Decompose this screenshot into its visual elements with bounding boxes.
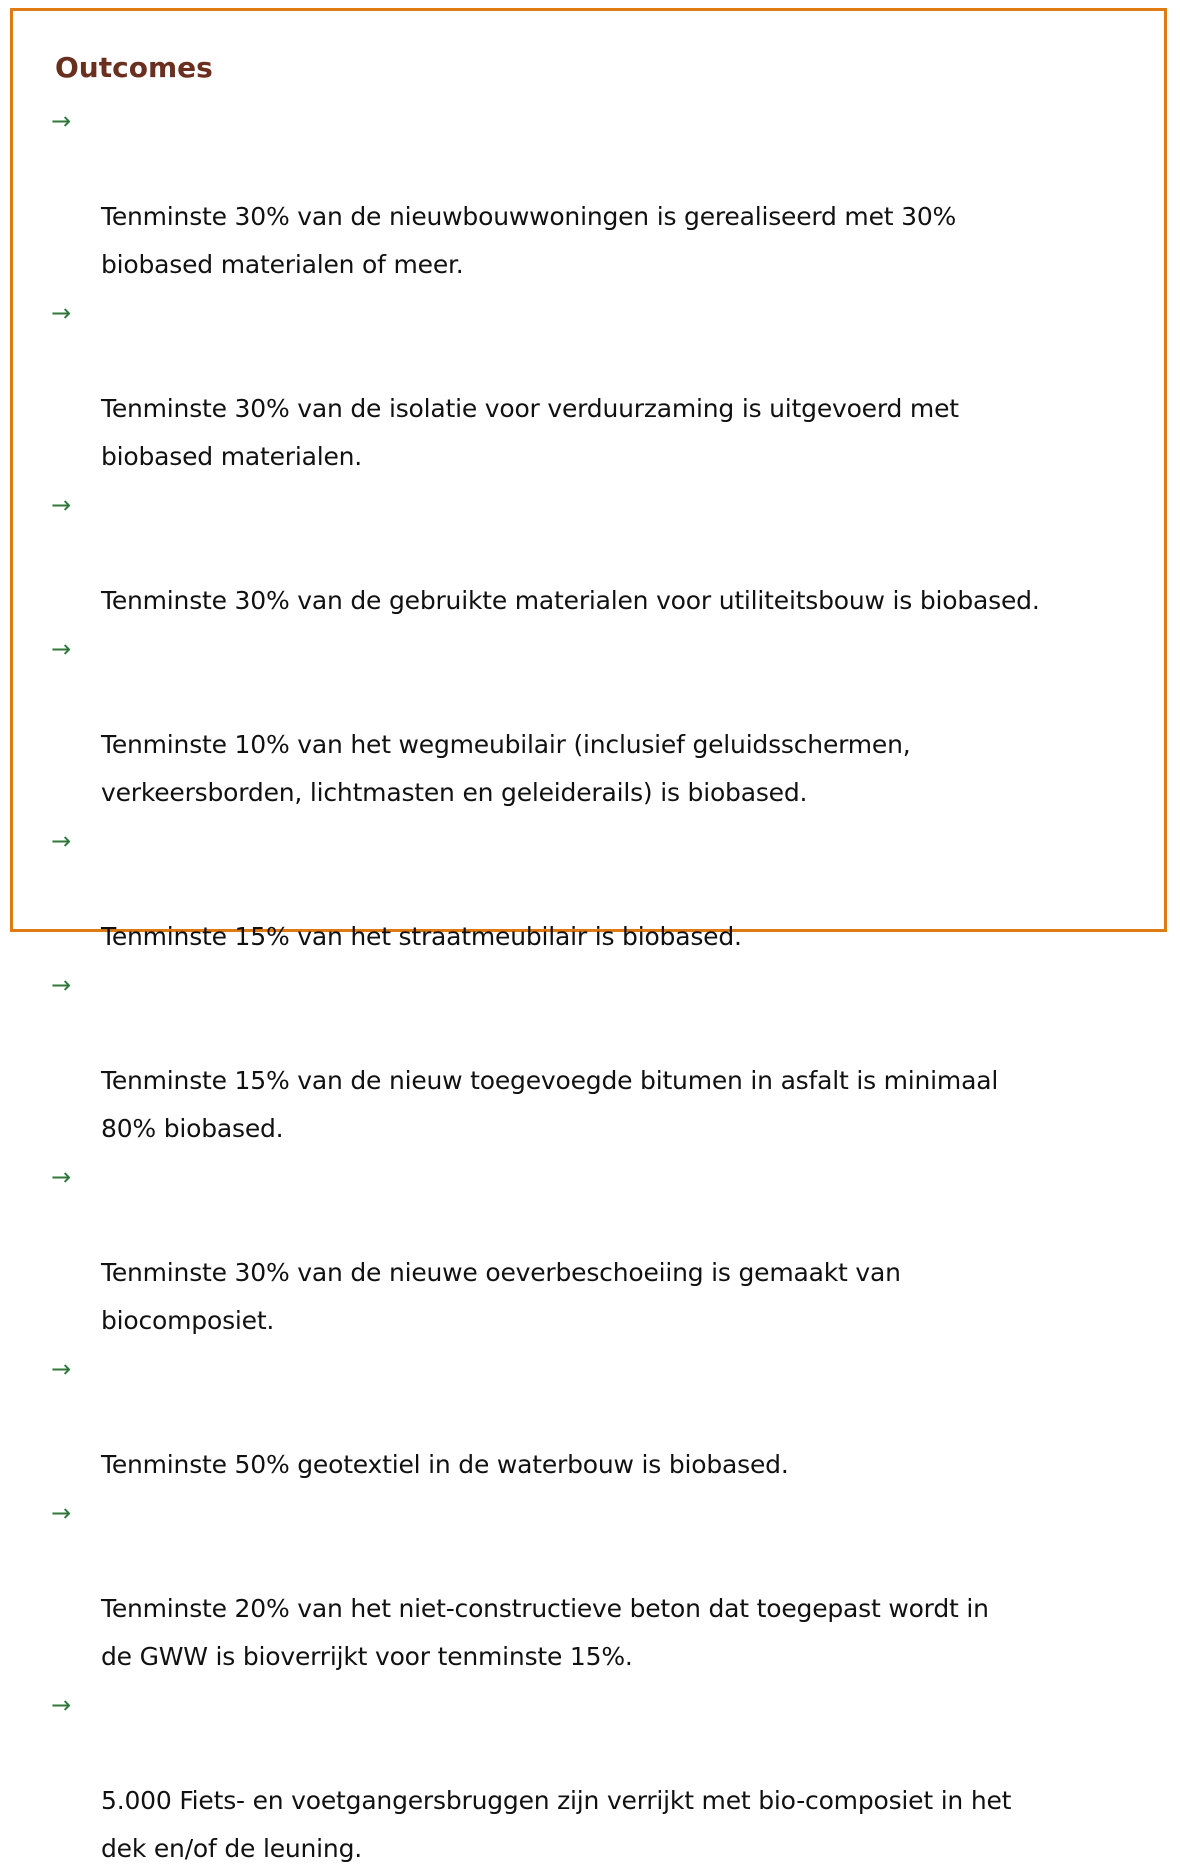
outcomes-list xyxy=(51,97,1151,1873)
right-arrow-icon: → xyxy=(51,1691,71,1719)
right-arrow-icon: → xyxy=(51,491,71,519)
list-item-text: Tenminste 10% van het wegmeubilair (inclusief geluidsschermen, verkeersborden, lichtmasten en geleiderails) is biobased. xyxy=(101,730,911,807)
right-arrow-icon: → xyxy=(51,299,71,327)
list-item xyxy=(51,625,1151,817)
list-item-text: Tenminste 30% van de isolatie voor verduurzaming is uitgevoerd met biobased materialen. xyxy=(101,394,959,471)
list-item-text: Tenminste 30% van de gebruikte materialen voor utiliteitsbouw is biobased. xyxy=(101,586,1040,615)
list-item-text: Tenminste 30% van de nieuwe oeverbeschoeiing is gemaakt van biocomposiet. xyxy=(101,1258,901,1335)
list-item xyxy=(51,1153,1151,1345)
right-arrow-icon: → xyxy=(51,635,71,663)
list-item xyxy=(51,289,1151,481)
list-item xyxy=(51,97,1151,289)
right-arrow-icon: → xyxy=(51,1499,71,1527)
right-arrow-icon: → xyxy=(51,827,71,855)
list-item-text: Tenminste 50% geotextiel in de waterbouw is biobased. xyxy=(101,1450,789,1479)
outcomes-box xyxy=(10,8,1167,1863)
list-item xyxy=(51,817,1151,961)
list-item xyxy=(51,961,1151,1153)
list-item xyxy=(51,1489,1151,1681)
list-item xyxy=(51,481,1151,625)
right-arrow-icon: → xyxy=(51,1355,71,1383)
list-item-text: Tenminste 20% van het niet-constructieve beton dat toegepast wordt in de GWW is bioverrijkt voor tenminste 15%. xyxy=(101,1594,989,1671)
list-item-text: Tenminste 30% van de nieuwbouwwoningen is gerealiseerd met 30% biobased materialen of meer. xyxy=(101,202,957,279)
list-item xyxy=(51,1681,1151,1873)
right-arrow-icon: → xyxy=(51,1163,71,1191)
list-item-text: Tenminste 15% van de nieuw toegevoegde bitumen in asfalt is minimaal 80% biobased. xyxy=(101,1066,999,1143)
outcomes-title: Outcomes xyxy=(55,51,213,84)
right-arrow-icon: → xyxy=(51,107,71,135)
list-item xyxy=(51,1345,1151,1489)
list-item-text: 5.000 Fiets- en voetgangersbruggen zijn verrijkt met bio-composiet in het dek en/of de leuning. xyxy=(101,1786,1012,1863)
right-arrow-icon: → xyxy=(51,971,71,999)
list-item-text: Tenminste 15% van het straatmeubilair is biobased. xyxy=(101,922,742,951)
